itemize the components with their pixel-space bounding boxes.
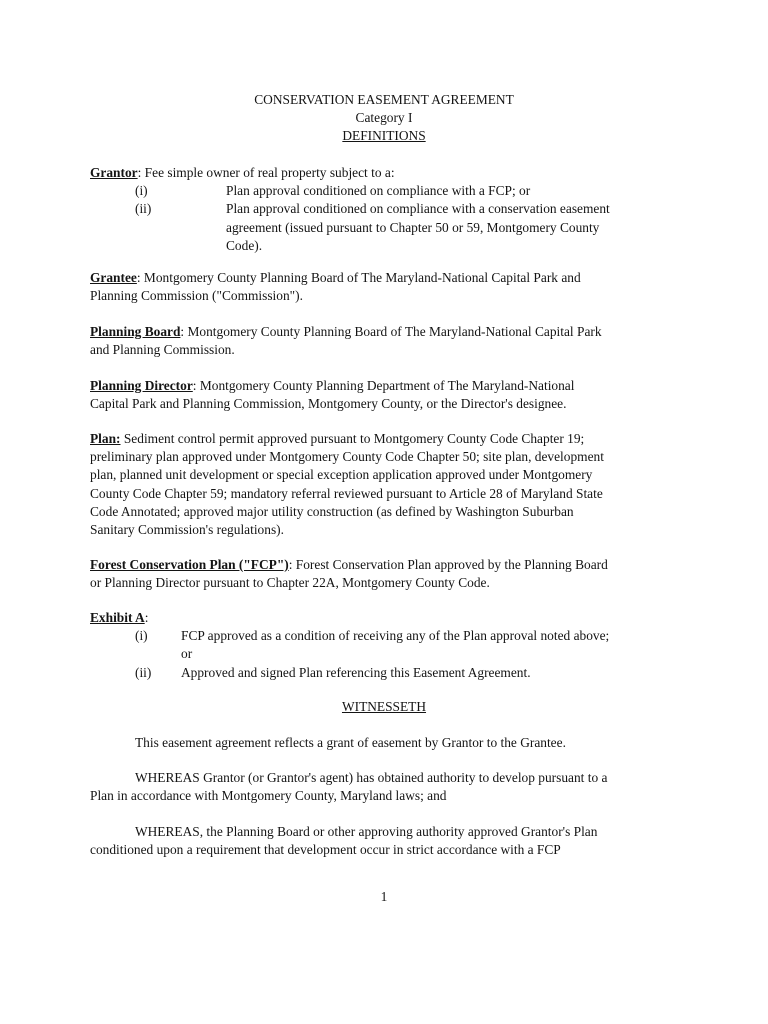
planning-director-term: Planning Director — [90, 378, 193, 393]
grantor-intro: : Fee simple owner of real property subject to a: — [137, 165, 395, 180]
exhibit-a-item-ii — [90, 664, 690, 682]
planning-board-text: : Montgomery County Planning Board of The Maryland-National Capital Park — [180, 324, 602, 339]
grantee-definition — [90, 269, 690, 305]
plan-text: Sediment control permit approved pursuant to Montgomery County Code Chapter 19; — [120, 431, 585, 446]
grantor-item-number: (i) — [135, 183, 148, 199]
plan-definition — [90, 430, 690, 539]
exhibit-a-term: Exhibit A — [90, 610, 145, 625]
document-header — [90, 91, 678, 146]
plan-text: preliminary plan approved under Montgomery County Code Chapter 50; site plan, development — [90, 449, 604, 465]
witnesseth-paragraph-3 — [90, 823, 690, 859]
grantee-term: Grantee — [90, 270, 137, 285]
exhibit-a-colon: : — [144, 610, 149, 625]
document-category: Category I — [355, 110, 413, 126]
grantor-item-number: (ii) — [135, 201, 152, 217]
definitions-heading: DEFINITIONS — [342, 128, 426, 144]
grantor-item-ii — [90, 200, 690, 218]
paragraph-text: WHEREAS Grantor (or Grantor's agent) has obtained authority to develop pursuant to a — [135, 770, 608, 785]
exhibit-a-item-i — [90, 627, 690, 645]
planning-director-text: : Montgomery County Planning Department of The Maryland-National — [192, 378, 575, 393]
witnesseth-paragraph-2 — [90, 769, 690, 805]
fcp-text: : Forest Conservation Plan approved by the Planning Board — [288, 557, 608, 572]
plan-text: County Code Chapter 59; mandatory referral reviewed pursuant to Article 28 of Maryland State — [90, 485, 603, 501]
exhibit-a-definition — [90, 609, 690, 682]
paragraph-text: conditioned upon a requirement that development occur in strict accordance with a FCP — [90, 842, 561, 858]
grantor-item-text: Code). — [226, 237, 263, 253]
plan-text: plan, planned unit development or special exception application approved under Montgomery — [90, 467, 593, 483]
fcp-text: or Planning Director pursuant to Chapter 22A, Montgomery County Code. — [90, 575, 490, 591]
paragraph-text: Plan in accordance with Montgomery County, Maryland laws; and — [90, 788, 447, 804]
planning-director-definition — [90, 377, 690, 413]
paragraph-text: This easement agreement reflects a grant of easement by Grantor to the Grantee. — [135, 735, 566, 750]
document-title: CONSERVATION EASEMENT AGREEMENT — [254, 92, 514, 107]
exhibit-a-item-number: (ii) — [135, 664, 152, 680]
witnesseth-heading: WITNESSETH — [341, 699, 427, 714]
grantor-item-text: Plan approval conditioned on compliance with a FCP; or — [226, 183, 531, 199]
witnesseth-paragraph-1 — [90, 734, 690, 752]
plan-text: Sanitary Commission's regulations). — [90, 521, 284, 537]
grantor-item-text: Plan approval conditioned on compliance with a conservation easement — [226, 201, 610, 217]
plan-text: Code Annotated; approved major utility construction (as defined by Washington Suburban — [90, 503, 574, 519]
grantor-item-i — [90, 182, 690, 200]
grantee-text: : Montgomery County Planning Board of The Maryland-National Capital Park and — [136, 270, 581, 285]
paragraph-text: WHEREAS, the Planning Board or other approving authority approved Grantor's Plan — [135, 824, 598, 839]
exhibit-a-item-text: or — [181, 646, 193, 662]
page-number: 1 — [380, 889, 388, 904]
exhibit-a-item-number: (i) — [135, 628, 148, 644]
fcp-term: Forest Conservation Plan ("FCP") — [90, 557, 289, 572]
planning-board-term: Planning Board — [90, 324, 181, 339]
fcp-definition — [90, 556, 690, 592]
planning-director-text: Capital Park and Planning Commission, Montgomery County, or the Director's designee. — [90, 396, 567, 412]
grantor-term: Grantor — [90, 165, 138, 180]
planning-board-text: and Planning Commission. — [90, 342, 235, 358]
grantor-definition — [90, 164, 690, 255]
exhibit-a-item-text: Approved and signed Plan referencing this Easement Agreement. — [181, 664, 531, 680]
grantee-text: Planning Commission ("Commission"). — [90, 288, 303, 304]
planning-board-definition — [90, 323, 690, 359]
grantor-item-text: agreement (issued pursuant to Chapter 50 or 59, Montgomery County — [226, 219, 600, 235]
exhibit-a-item-text: FCP approved as a condition of receiving any of the Plan approval noted above; — [181, 628, 610, 644]
plan-term: Plan: — [90, 431, 121, 446]
